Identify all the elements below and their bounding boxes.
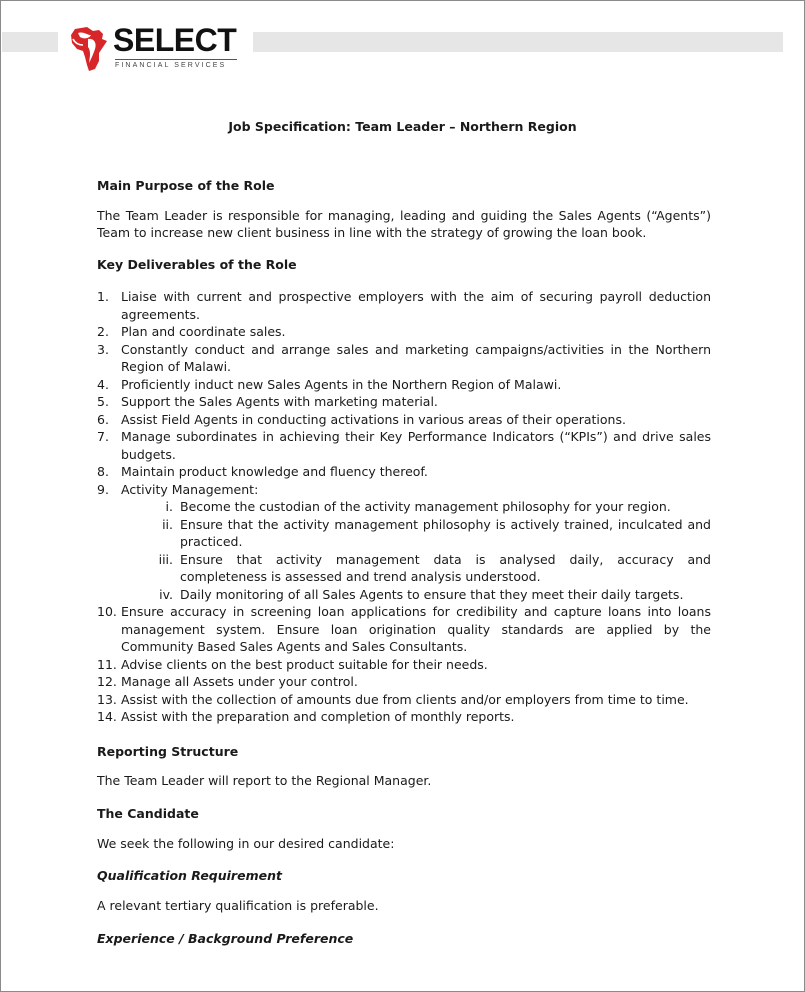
list-item-activity-management bbox=[97, 481, 711, 604]
sub-list-number: ii. bbox=[162, 516, 173, 532]
qualification-text: A relevant tertiary qualification is preferable. bbox=[97, 898, 379, 913]
list-item bbox=[97, 691, 711, 709]
logo-rule bbox=[115, 59, 237, 60]
list-item-text: Plan and coordinate sales. bbox=[121, 324, 286, 339]
sub-list-item bbox=[121, 586, 711, 604]
document-body bbox=[97, 177, 711, 947]
list-number: 8. bbox=[97, 464, 109, 479]
list-number: 7. bbox=[97, 429, 109, 444]
list-item-text: Advise clients on the best product suitable for their needs. bbox=[121, 656, 488, 672]
list-number: 1. bbox=[97, 289, 109, 304]
list-item bbox=[97, 323, 711, 341]
list-number: 10. bbox=[97, 604, 117, 619]
list-item bbox=[97, 411, 711, 429]
sub-list-number: iii. bbox=[158, 551, 173, 567]
purpose-heading: Main Purpose of the Role bbox=[97, 178, 275, 193]
list-item bbox=[97, 376, 711, 394]
activity-subitems-list bbox=[121, 498, 711, 603]
list-number: 9. bbox=[97, 481, 109, 497]
sub-list-item-text: Ensure that the activity management philosophy is actively trained, inculcated and practiced. bbox=[180, 516, 711, 549]
sub-list-item-text: Daily monitoring of all Sales Agents to ensure that they meet their daily targets. bbox=[180, 586, 684, 602]
list-item-text: Assist Field Agents in conducting activations in various areas of their operations. bbox=[121, 411, 626, 427]
list-item-text: Assist with the preparation and completion of monthly reports. bbox=[121, 709, 515, 724]
list-item-text: Manage subordinates in achieving their Key Performance Indicators (“KPIs”) and drive sales budgets. bbox=[121, 429, 711, 462]
logo-wordmark: SELECT bbox=[113, 22, 237, 58]
list-item bbox=[97, 463, 711, 481]
list-item-text: Activity Management: bbox=[121, 481, 259, 497]
list-item bbox=[97, 656, 711, 674]
candidate-text: We seek the following in our desired candidate: bbox=[97, 836, 395, 851]
list-number: 12. bbox=[97, 674, 117, 689]
sub-list-item-text: Become the custodian of the activity management philosophy for your region. bbox=[180, 499, 671, 514]
list-item bbox=[97, 288, 711, 323]
list-item bbox=[97, 673, 711, 691]
purpose-text: The Team Leader is responsible for managing, leading and guiding the Sales Agents (“Agents”) Team to increase new client business in line with the strategy of growing the loan book. bbox=[97, 207, 711, 240]
list-number: 13. bbox=[97, 691, 117, 707]
list-item-text: Ensure accuracy in screening loan applications for credibility and capture loans into loans management system. Ensure loan origination quality standards are applied by the Community Based Sales Agents and Sales Consultants. bbox=[121, 604, 711, 654]
list-number: 6. bbox=[97, 411, 109, 427]
sub-list-item bbox=[121, 516, 711, 551]
africa-map-icon bbox=[69, 25, 109, 73]
list-number: 3. bbox=[97, 341, 109, 357]
deliverables-heading: Key Deliverables of the Role bbox=[97, 256, 297, 272]
reporting-text: The Team Leader will report to the Regional Manager. bbox=[97, 773, 432, 788]
header-band-right bbox=[253, 32, 783, 52]
list-item bbox=[97, 428, 711, 463]
header-band-left bbox=[2, 32, 58, 52]
list-number: 2. bbox=[97, 324, 109, 339]
list-item-text: Manage all Assets under your control. bbox=[121, 674, 358, 689]
experience-heading: Experience / Background Preference bbox=[97, 930, 354, 946]
reporting-heading: Reporting Structure bbox=[97, 743, 239, 759]
select-logo bbox=[69, 22, 241, 73]
candidate-heading: The Candidate bbox=[97, 805, 199, 821]
list-item-text: Assist with the collection of amounts due from clients and/or employers from time to time. bbox=[121, 691, 689, 707]
list-item bbox=[97, 393, 711, 411]
qualification-heading: Qualification Requirement bbox=[97, 867, 282, 883]
list-item bbox=[97, 708, 711, 726]
list-number: 5. bbox=[97, 394, 109, 409]
list-number: 4. bbox=[97, 376, 109, 392]
list-item-text: Liaise with current and prospective employers with the aim of securing payroll deduction agreements. bbox=[121, 289, 711, 322]
sub-list-item bbox=[121, 498, 711, 516]
list-number: 14. bbox=[97, 709, 117, 724]
list-item-text: Maintain product knowledge and fluency thereof. bbox=[121, 464, 428, 479]
sub-list-number: i. bbox=[165, 499, 173, 514]
logo-subtitle: FINANCIAL SERVICES bbox=[115, 62, 227, 69]
list-number: 11. bbox=[97, 656, 117, 672]
sub-list-item-text: Ensure that activity management data is analysed daily, accuracy and completeness is assessed and trend analysis understood. bbox=[180, 551, 711, 584]
list-item-text: Proficiently induct new Sales Agents in the Northern Region of Malawi. bbox=[121, 376, 562, 392]
deliverables-list bbox=[97, 288, 711, 726]
list-item-text: Support the Sales Agents with marketing material. bbox=[121, 394, 438, 409]
list-item bbox=[97, 341, 711, 376]
sub-list-item bbox=[121, 551, 711, 586]
list-item bbox=[97, 603, 711, 656]
document-title: Job Specification: Team Leader – Northern Region bbox=[228, 119, 577, 134]
list-item-text: Constantly conduct and arrange sales and marketing campaigns/activities in the Northern Region of Malawi. bbox=[121, 341, 711, 374]
sub-list-number: iv. bbox=[159, 586, 173, 602]
